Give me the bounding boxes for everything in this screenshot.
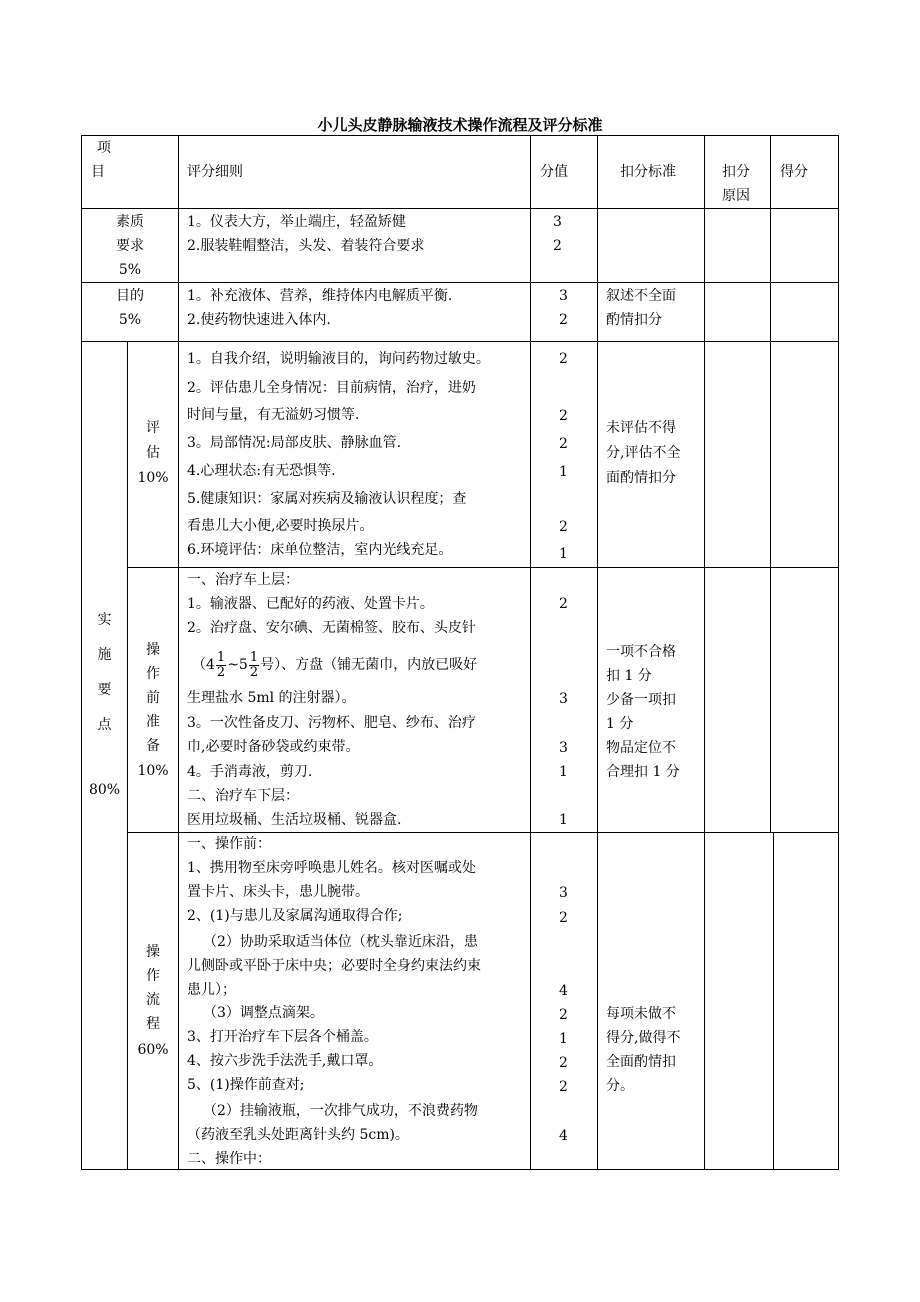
assess-score: 1	[559, 464, 568, 480]
flow-line: 4、按六步洗手法洗手,戴口罩。	[187, 1053, 383, 1069]
header-deduct-reason-line2: 原因	[722, 188, 750, 204]
prep-deduct: 1 分	[606, 716, 634, 732]
assess-line: 3。局部情况:局部皮肤、静脉血管.	[187, 435, 402, 451]
flow-line: （2）协助采取适当体位（枕头靠近床沿，患	[203, 934, 478, 950]
assess-deduct: 未评估不得	[606, 420, 676, 436]
flow-label: 流	[146, 992, 160, 1008]
prep-line: 生理盐水 5ml 的注射器）。	[187, 690, 356, 706]
flow-line: 3、打开治疗车下层各个桶盖。	[187, 1029, 378, 1045]
assess-score: 2	[559, 351, 568, 367]
needle-size-prefix: （4	[192, 657, 215, 673]
assess-deduct: 分,评估不全	[606, 445, 681, 461]
purpose-score: 3	[559, 288, 568, 304]
prep-line: 2。治疗盘、安尔碘、无菌棉签、胶布、头皮针	[187, 620, 476, 636]
assess-line: 4.心理状态:有无恐惧等.	[187, 463, 336, 479]
flow-line: （药液至乳头处距离针头约 5cm)。	[187, 1127, 409, 1143]
prep-deduct: 物品定位不	[606, 740, 676, 756]
flow-line: 1、携用物至床旁呼唤患儿姓名。核对医嘱或处	[187, 860, 476, 876]
prep-line: 医用垃圾桶、生活垃圾桶、锐器盒.	[187, 812, 402, 828]
prep-line: 巾,必要时备砂袋或约束带。	[187, 739, 360, 755]
section-purpose-label-2: 5%	[118, 312, 142, 328]
assess-score: 1	[559, 546, 568, 562]
fraction-numerator: 1	[249, 649, 259, 665]
prep-deduct: 少备一项扣	[606, 692, 676, 708]
flow-line: 患儿）；	[187, 982, 236, 998]
flow-line: （2）挂输液瓶，一次排气成功，不浪费药物	[203, 1103, 478, 1119]
flow-score: 2	[559, 1079, 568, 1095]
flow-deduct: 每项未做不	[606, 1006, 676, 1022]
assess-line: 1。自我介绍，说明输液目的，询问药物过敏史。	[187, 351, 490, 367]
flow-score: 4	[559, 983, 568, 999]
quality-line: 2.服装鞋帽整洁，头发、着装符合要求	[187, 238, 425, 254]
assess-score: 2	[559, 408, 568, 424]
impl-label-pct: 80%	[88, 782, 121, 798]
prep-line: 1。输液器、已配好的药液、处置卡片。	[187, 596, 434, 612]
quality-line: 1。仪表大方，举止端庄，轻盈矫健	[187, 214, 406, 230]
section-quality-label-1: 素质	[116, 214, 144, 230]
fraction-half	[249, 651, 259, 680]
assess-line: 看患儿大小便,必要时换尿片。	[187, 518, 374, 534]
flow-line: 儿侧卧或平卧于床中央；必要时全身约束法约束	[187, 958, 481, 974]
fraction-denominator: 2	[216, 664, 226, 680]
assess-label: 评	[146, 420, 160, 436]
header-criteria: 评分细则	[187, 164, 243, 180]
quality-score: 3	[553, 214, 562, 230]
purpose-line: 1。补充液体、营养，维持体内电解质平衡.	[187, 288, 453, 304]
flow-label: 60%	[137, 1042, 169, 1058]
prep-line: 一、治疗车上层：	[187, 572, 299, 588]
flow-line: 置卡片、床头卡，患儿腕带。	[187, 884, 369, 900]
flow-deduct: 全面酌情扣	[606, 1054, 676, 1070]
prep-label: 作	[146, 666, 160, 682]
flow-score: 3	[559, 885, 568, 901]
section-quality-label-3: 5%	[118, 262, 142, 278]
assess-score: 2	[559, 519, 568, 535]
flow-line: 二、操作中：	[187, 1151, 271, 1167]
flow-score: 2	[559, 1055, 568, 1071]
flow-score: 4	[559, 1128, 568, 1144]
flow-line: 一、操作前：	[187, 836, 271, 852]
fraction-half	[216, 651, 226, 680]
header-item-line1: 项	[97, 140, 111, 156]
impl-label-char: 施	[97, 647, 112, 663]
flow-deduct: 得分,做得不	[606, 1030, 681, 1046]
flow-label: 作	[146, 968, 160, 984]
prep-deduct: 合理扣 1 分	[606, 764, 680, 780]
section-purpose-label-1: 目的	[116, 288, 144, 304]
section-quality-label-2: 要求	[116, 238, 144, 254]
impl-label-char: 要	[97, 682, 112, 698]
prep-label: 10%	[137, 763, 169, 779]
purpose-score: 2	[559, 312, 568, 328]
flow-deduct: 分。	[606, 1078, 634, 1094]
header-deduct-standard: 扣分标准	[620, 164, 676, 180]
prep-needle-size-line	[192, 647, 477, 683]
fraction-numerator: 1	[216, 649, 226, 665]
prep-deduct: 扣 1 分	[606, 668, 652, 684]
assess-label: 估	[146, 445, 160, 461]
header-deduct-reason-line1: 扣分	[722, 164, 750, 180]
assess-line: 5.健康知识：家属对疾病及输液认识程度；查	[187, 491, 467, 507]
assess-deduct: 面酌情扣分	[606, 470, 676, 486]
assess-line: 时间与量，有无溢奶习惯等.	[187, 407, 360, 423]
prep-score: 1	[559, 812, 568, 828]
flow-line: 2、(1)与患儿及家属沟通取得合作;	[187, 908, 403, 924]
prep-label: 准	[146, 714, 160, 730]
flow-line: 5、(1)操作前查对;	[187, 1077, 305, 1093]
flow-line: （3）调整点滴架。	[203, 1005, 324, 1021]
needle-size-range: ~5	[227, 657, 248, 673]
purpose-deduct: 叙述不全面	[606, 288, 676, 304]
prep-line: 4。手消毒液，剪刀.	[187, 764, 313, 780]
prep-label: 前	[146, 690, 160, 706]
prep-score: 3	[559, 740, 568, 756]
needle-size-rest: 号）、方盘（铺无菌巾，内放已吸好	[260, 657, 478, 673]
prep-deduct: 一项不合格	[606, 644, 676, 660]
flow-score: 2	[559, 1007, 568, 1023]
prep-score: 3	[559, 691, 568, 707]
assess-line: 2。评估患儿全身情况：目前病情，治疗，进奶	[187, 380, 476, 396]
flow-label: 程	[146, 1016, 160, 1032]
impl-label-char: 实	[97, 612, 112, 628]
purpose-line: 2.使药物快速进入体内.	[187, 312, 331, 328]
header-score: 分值	[540, 164, 568, 180]
prep-label: 备	[146, 738, 160, 754]
prep-score: 2	[559, 596, 568, 612]
page-title: 小儿头皮静脉输液技术操作流程及评分标准	[317, 116, 603, 134]
quality-score: 2	[553, 238, 562, 254]
header-result: 得分	[780, 164, 808, 180]
impl-label-char: 点	[97, 717, 112, 733]
header-item-line2: 目	[91, 164, 105, 180]
fraction-denominator: 2	[249, 664, 259, 680]
assess-line: 6.环境评估：床单位整洁，室内光线充足。	[187, 542, 453, 558]
flow-score: 2	[559, 910, 568, 926]
flow-score: 1	[559, 1031, 568, 1047]
assess-label: 10%	[137, 470, 169, 486]
purpose-deduct: 酌情扣分	[606, 312, 662, 328]
prep-score: 1	[559, 764, 568, 780]
prep-line: 3。一次性备皮刀、污物杯、肥皂、纱布、治疗	[187, 715, 476, 731]
prep-line: 二、治疗车下层：	[187, 788, 299, 804]
assess-score: 2	[559, 436, 568, 452]
flow-label: 操	[146, 944, 160, 960]
prep-label: 操	[146, 642, 160, 658]
